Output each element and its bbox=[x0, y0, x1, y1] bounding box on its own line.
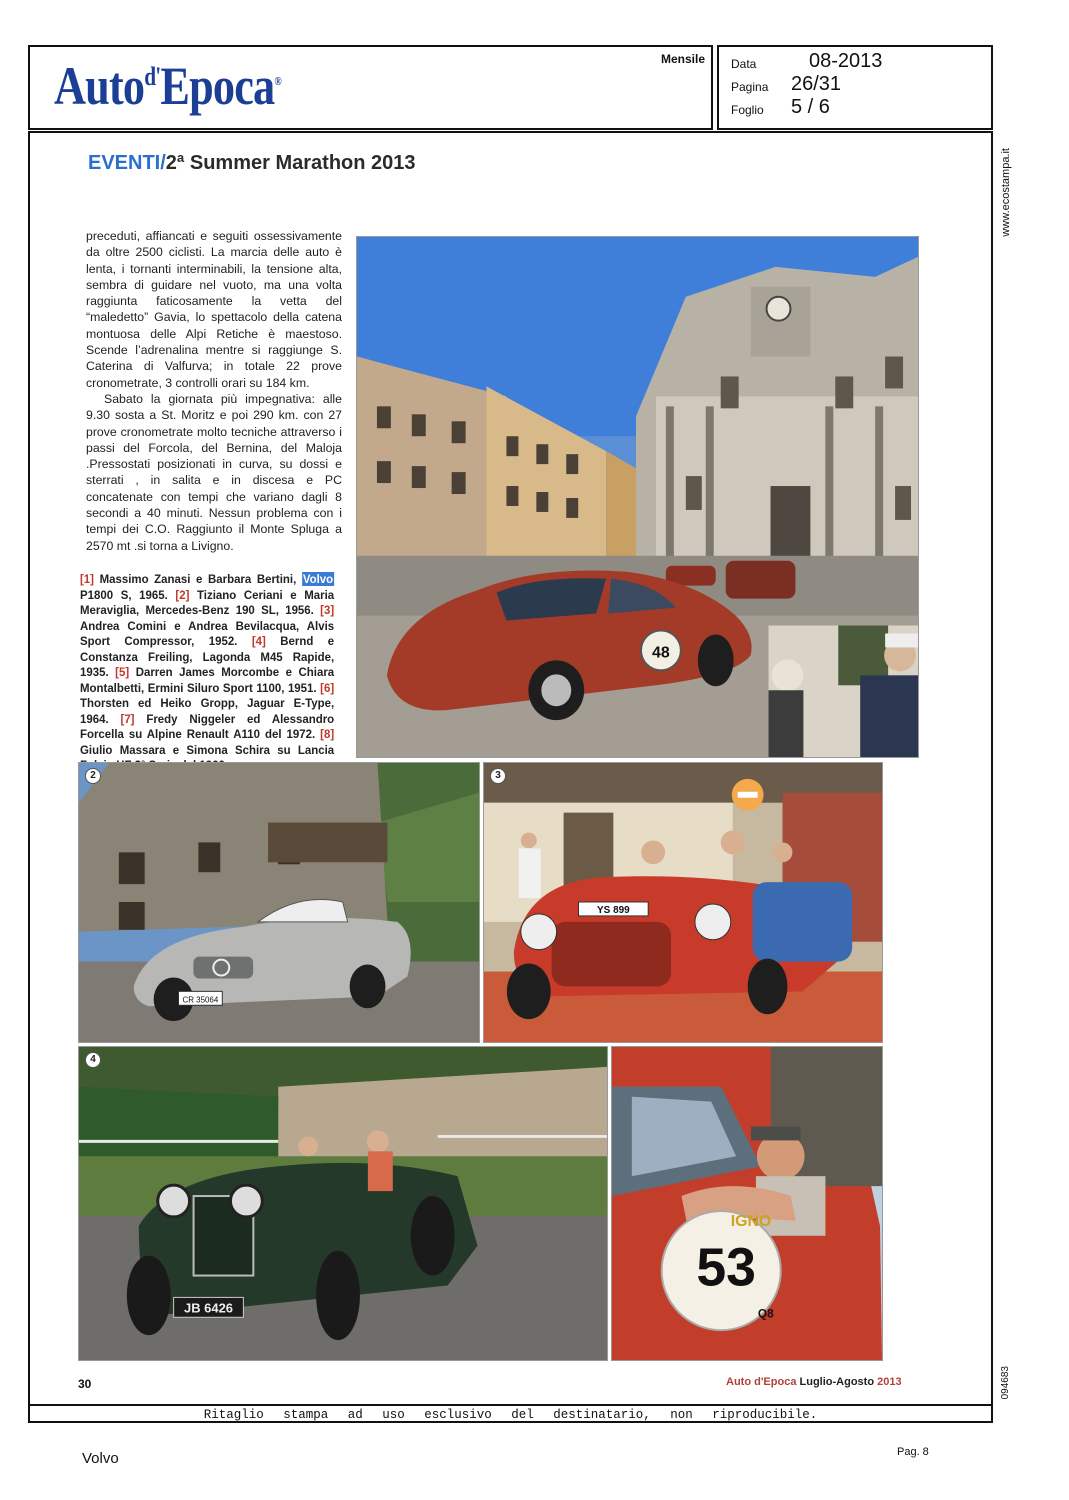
sheet-value: 5 / 6 bbox=[791, 96, 830, 118]
photo-number-badge: 4 bbox=[85, 1052, 101, 1068]
plate-alvis: YS 899 bbox=[597, 904, 630, 916]
page-number: 30 bbox=[78, 1377, 92, 1391]
highlight-volvo: Volvo bbox=[302, 572, 334, 586]
photo-alvis bbox=[483, 762, 883, 1043]
page-label: Pagina bbox=[731, 80, 769, 94]
section-label: EVENTI/ bbox=[88, 152, 166, 174]
plate-mercedes: CR 35064 bbox=[182, 995, 219, 1005]
photo-volvo-church bbox=[356, 236, 919, 758]
photo-driver-53 bbox=[611, 1046, 883, 1361]
photo-lagonda bbox=[78, 1046, 608, 1361]
frequency-label: Mensile bbox=[660, 52, 705, 66]
badge-livigno: IGNO bbox=[730, 1212, 772, 1230]
photo-number-badge: 2 bbox=[85, 768, 101, 784]
publication-info-box bbox=[717, 45, 993, 130]
side-code: 094683 bbox=[1000, 1366, 1011, 1400]
sheet-label: Foglio bbox=[731, 103, 764, 117]
photo-mercedes bbox=[78, 762, 480, 1043]
side-website[interactable]: www.ecostampa.it bbox=[1000, 148, 1012, 237]
race-number-48: 48 bbox=[652, 644, 670, 662]
date-value: 08-2013 bbox=[809, 50, 883, 72]
masthead-box bbox=[28, 45, 713, 130]
bottom-brand: Volvo bbox=[82, 1450, 119, 1467]
magazine-logo: Auto$^{d'}$Epoca® bbox=[54, 56, 281, 116]
badge-q8: Q8 bbox=[757, 1306, 774, 1321]
bottom-page-number: Pag. 8 bbox=[897, 1446, 929, 1458]
date-label: Data bbox=[731, 57, 757, 71]
paragraph: preceduti, affiancati e seguiti ossessivamente da oltre 2500 ciclisti. La marcia delle auto è lenta, i tornanti interminabili, la tensione alta, sembra di guidare nel vuoto, ma una volta raggiunta faticosamente la vetta del “maledetto” Gavia, lo spettacolo della catena montuosa delle Alpi Retiche è maestoso. Scende l’adrenalina mentre si raggiunge S. Caterina di Valfurva; in totale 22 prove cronometrate, 3 controlli orari su 184 km. bbox=[86, 229, 342, 390]
title-text: 2ª Summer Marathon 2013 bbox=[165, 152, 416, 174]
footer-magazine: Auto d'Epoca Luglio-Agosto 2013 bbox=[726, 1376, 902, 1388]
photo-captions: [1] Massimo Zanasi e Barbara Bertini, Volvo P1800 S, 1965. [2] Tiziano Ceriani e Maria Meraviglia, Mercedes-Benz 190 SL, 1956. [3] Andrea Comini e Andrea Bevilacqua, Alvis Sport Compressor, 1952. [4] Bernd e Constanza Freiling, Lagonda M45 Rapide, 1935. [5] Darren James Morcombe e Chiara Montalbetti, Ermini Siluro Sport 1100, 1951. [6] Thorsten ed Heiko Gropp, Jaguar E-Type, 1964. [7] Fredy Niggeler ed Alessandro Forcella su Alpine Renault A110 del 1972. [8] Giulio Massara e Simona Schira su Lancia bbox=[80, 572, 335, 757]
page-value: 26/31 bbox=[791, 73, 842, 95]
paragraph: Sabato la giornata più impegnativa: alle 9.30 sosta a St. Moritz e poi 290 km. con 27 prove cronometrate molto tecniche attraverso i passi del Forcola, del Bernina, del Maloja .Pressostati posizionati in curva, su dossi e sterrati , in salita e in discesa e PC concatenate con tempi che variano dagli 8 secondi a 40 minuti. Nessun problema con i tempi dei C.O. Raggiunto il Monte Spluga a 2570 mt .si torna a Livigno. bbox=[86, 391, 342, 553]
disclaimer: Ritaglio stampa ad uso esclusivo del destinatario, non riproducibile. bbox=[30, 1404, 991, 1424]
article-body bbox=[86, 228, 342, 554]
photo-number-badge: 3 bbox=[490, 768, 506, 784]
race-number-53: 53 bbox=[696, 1237, 756, 1298]
plate-lagonda: JB 6426 bbox=[184, 1300, 233, 1316]
article-title bbox=[88, 152, 416, 175]
